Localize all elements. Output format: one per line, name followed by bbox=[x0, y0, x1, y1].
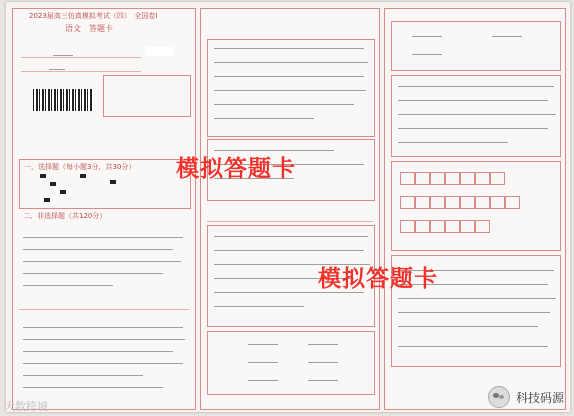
source-watermark: 大数跨境 bbox=[4, 400, 48, 413]
answer-box-1 bbox=[207, 39, 375, 137]
answer-box-5 bbox=[391, 21, 561, 71]
subject-title: 语文 答题卡 bbox=[65, 24, 113, 33]
answer-column-right bbox=[384, 8, 566, 410]
redaction-box bbox=[145, 47, 173, 56]
subjective-section-title: 二、非选择题（共120分） bbox=[23, 212, 107, 220]
barcode bbox=[33, 89, 93, 111]
answer-column-left bbox=[12, 8, 196, 410]
answer-sheet-photo bbox=[6, 2, 570, 412]
watermark-center: 模拟答题卡 bbox=[176, 156, 296, 182]
exam-title: 2023届高三仿真模拟考试（四） 全国卷Ⅰ bbox=[29, 12, 158, 20]
id-number-grid bbox=[103, 75, 191, 117]
watermark-right: 模拟答题卡 bbox=[318, 266, 438, 292]
answer-box-6 bbox=[391, 75, 561, 157]
brand-name: 科技码源 bbox=[515, 390, 564, 405]
choice-area bbox=[19, 159, 191, 209]
character-grid-box bbox=[391, 161, 561, 251]
answer-box-4 bbox=[207, 331, 375, 395]
brand-badge bbox=[488, 386, 564, 408]
objective-section-title: 一、选择题（每小题3分，共30分） bbox=[24, 163, 136, 171]
answer-column-middle bbox=[200, 8, 380, 410]
wechat-icon bbox=[488, 386, 510, 408]
